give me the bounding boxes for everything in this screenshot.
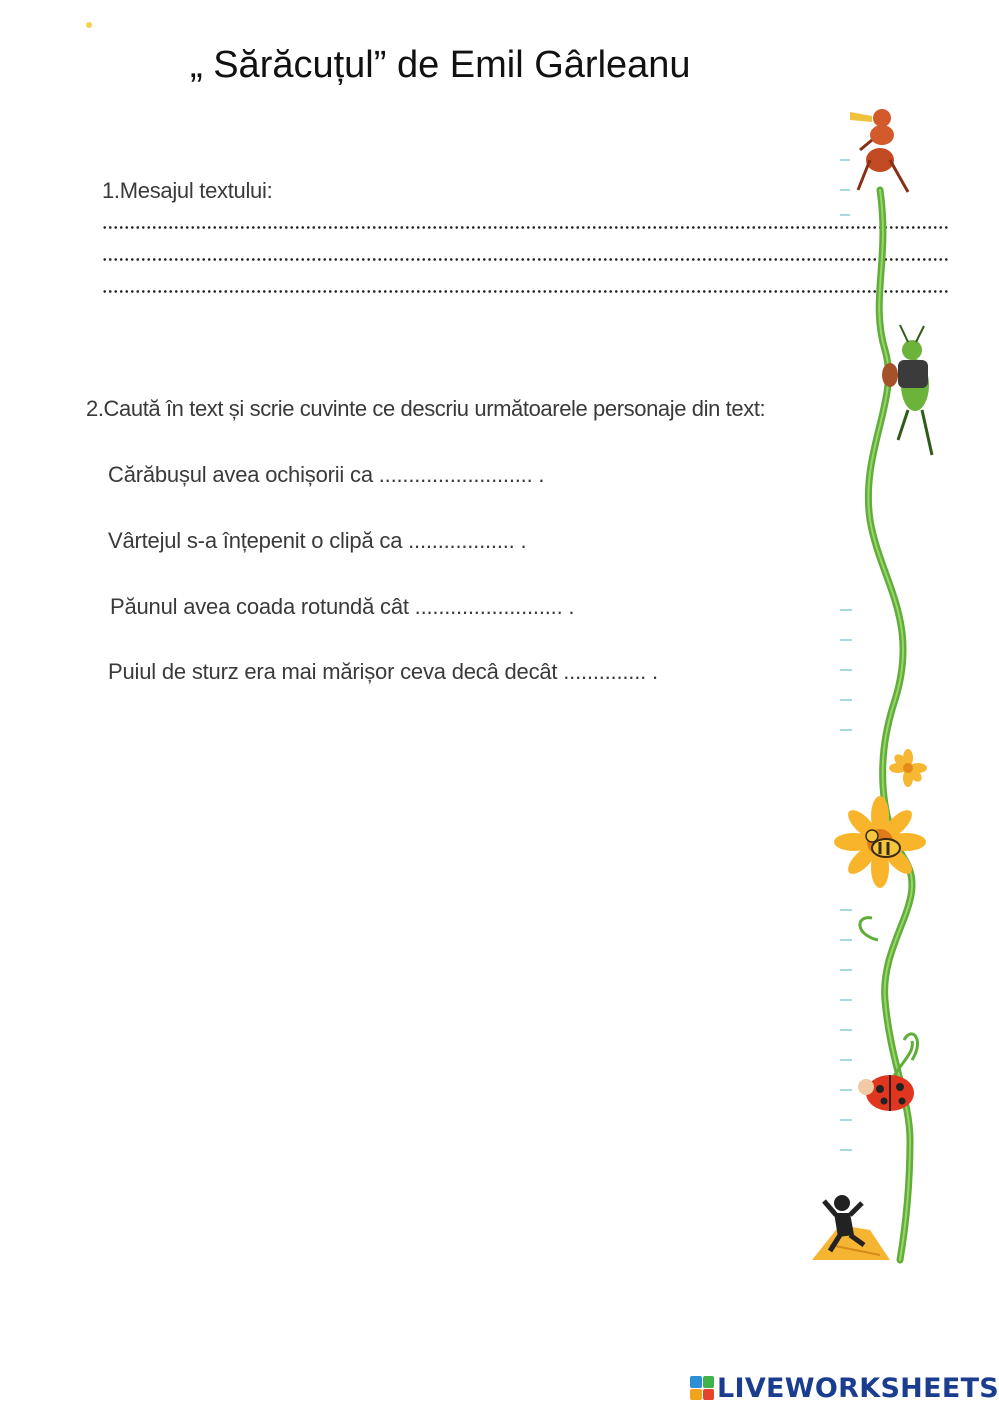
worksheet-title: „ Sărăcuțul” de Emil Gârleanu [190,44,691,86]
liveworksheets-logo-text: LIVEWORKSHEETS [717,1372,999,1404]
question-2-item-2[interactable]: Vârtejul s-a înțepenit o clipă ca .................. . [108,528,527,553]
question-1-label: 1.Mesajul textului: [102,178,273,203]
liveworksheets-branding[interactable] [690,1372,999,1404]
question-2-item-1[interactable]: Cărăbușul avea ochișorii ca .......................... . [108,462,545,487]
question-2-label: 2.Caută în text și scrie cuvinte ce descriu următoarele personaje din text: [86,396,766,421]
liveworksheets-logo-icon [690,1376,714,1400]
question-2-item-3[interactable]: Păunul avea coada rotundă cât ......................... . [110,594,575,619]
question-2-item-4[interactable]: Puiul de sturz era mai mărișor ceva decâ decât .............. . [108,659,658,684]
decorative-dot [86,22,92,28]
ant-icon [850,109,908,192]
flower-icon [889,749,927,787]
child-on-leaf-icon [812,1195,890,1260]
vine-illustration [800,100,999,1280]
ladybug-icon [858,1041,914,1111]
